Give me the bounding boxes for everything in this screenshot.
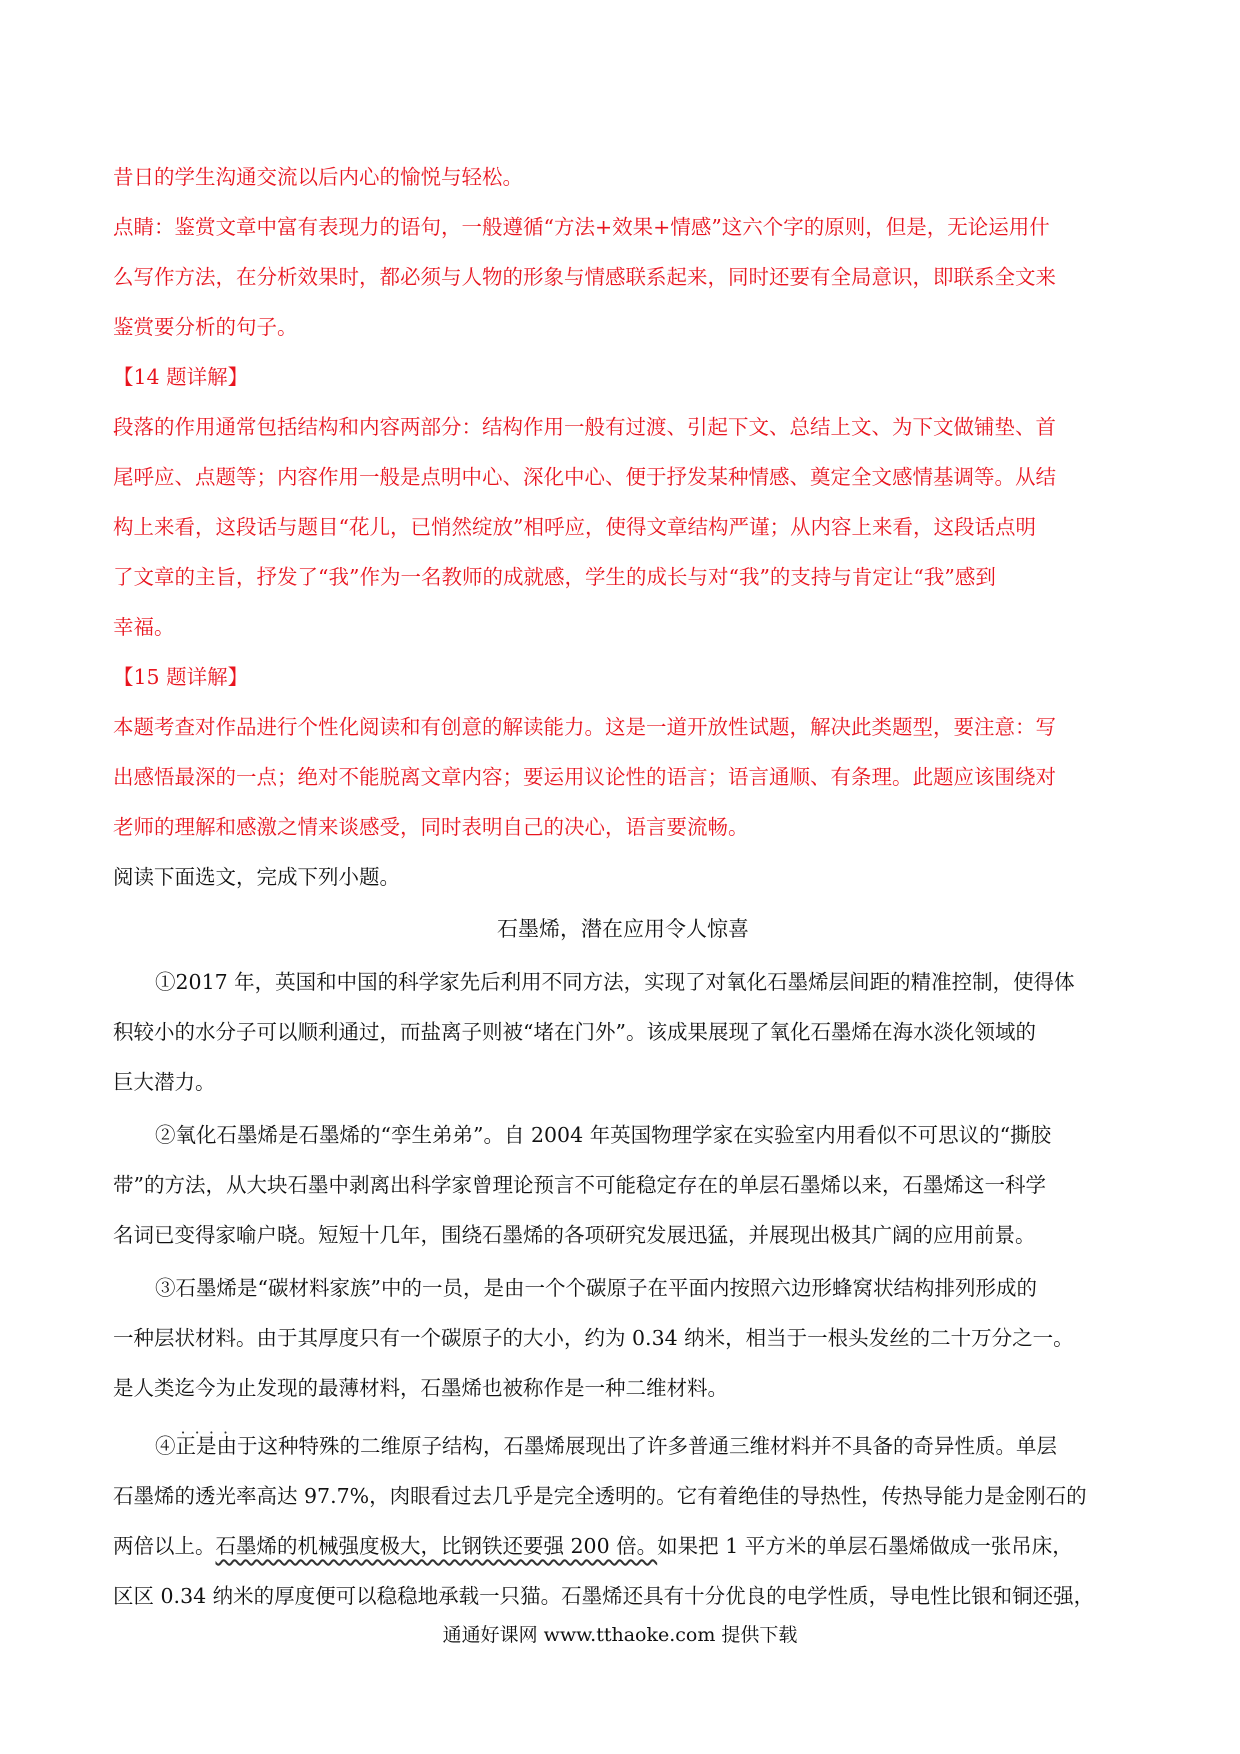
q14-heading: 【14 题详解】 <box>113 365 249 389</box>
page-content <box>113 152 1133 1621</box>
text-line: 构上来看，这段话与题目“花儿，已悄然绽放”相呼应，使得文章结构严谨；从内容上来看，这段话点明 <box>113 515 1036 539</box>
q15-heading: 【15 题详解】 <box>113 665 249 689</box>
text-line: ③石墨烯是“碳材料家族”中的一员，是由一个个碳原子在平面内按照六边形蜂窝状结构排列形成的 <box>155 1276 1037 1300</box>
text-line: 巨大潜力。 <box>113 1070 216 1094</box>
text-segment: 如果把 1 平方米的单层石墨烯做成一张吊床， <box>657 1534 1073 1558</box>
text-line: 鉴赏要分析的句子。 <box>113 315 298 339</box>
text-line: ④正是由于这种特殊的二维原子结构，石墨烯展现出了许多普通三维材料并不具备的奇异性质。单层 <box>155 1434 1057 1458</box>
q14-section <box>113 352 1133 652</box>
text-line: 积较小的水分子可以顺利通过，而盐离子则被“堵在门外”。该成果展现了氧化石墨烯在海水淡化领域的 <box>113 1020 1036 1044</box>
paragraph-4 <box>113 1421 1133 1621</box>
text-line: 石墨烯的透光率高达 97.7%，肉眼看过去几乎是完全透明的。它有着绝佳的导热性，传热导能力是金刚石的 <box>113 1484 1087 1508</box>
text-line: 尾呼应、点题等；内容作用一般是点明中心、深化中心、便于抒发某种情感、奠定全文感情基调等。从结 <box>113 465 1056 489</box>
text-line: 了文章的主旨，抒发了“我”作为一名教师的成就感，学生的成长与对“我”的支持与肯定让“我”感到 <box>113 565 996 589</box>
text-line: ①2017 年，英国和中国的科学家先后利用不同方法，实现了对氧化石墨烯层间距的精准控制，使得体 <box>155 970 1075 994</box>
text-line: 名词已变得家喻户晓。短短十几年，围绕石墨烯的各项研究发展迅猛，并展现出极其广阔的应用前景。 <box>113 1223 1036 1247</box>
text-line: 区区 0.34 纳米的厚度便可以稳稳地承载一只猫。石墨烯还具有十分优良的电学性质，导电性比银和铜还强， <box>113 1584 1095 1608</box>
text-segment: 发现的最薄材料，石墨烯也被称作是一种二维材料。 <box>256 1376 728 1400</box>
text-line: 老师的理解和感激之情来谈感受，同时表明自己的决心，语言要流畅。 <box>113 815 749 839</box>
text-line: ②氧化石墨烯是石墨烯的“孪生弟弟”。自 2004 年英国物理学家在实验室内用看似不可思议的“撕胶 <box>155 1123 1052 1147</box>
paragraph-1 <box>113 957 1133 1107</box>
text-segment: 是人类 <box>113 1376 175 1400</box>
emphasis-dotted-text: 迄今为止 · · · · <box>175 1376 257 1400</box>
article-title: 石墨烯，潜在应用令人惊喜 <box>497 917 749 941</box>
text-line <box>113 1521 1133 1571</box>
text-line: 段落的作用通常包括结构和内容两部分：结构作用一般有过渡、引起下文、总结上文、为下文做铺垫、首 <box>113 415 1056 439</box>
text-line: 昔日的学生沟通交流以后内心的愉悦与轻松。 <box>113 165 523 189</box>
text-line: 么写作方法，在分析效果时，都必须与人物的形象与情感联系起来，同时还要有全局意识，即联系全文来 <box>113 265 1056 289</box>
text-line: 带”的方法，从大块石墨中剥离出科学家曾理论预言不可能稳定存在的单层石墨烯以来，石墨烯这一科学 <box>113 1173 1046 1197</box>
q15-section <box>113 652 1133 852</box>
text-line: 本题考查对作品进行个性化阅读和有创意的解读能力。这是一道开放性试题，解决此类题型，要注意：写 <box>113 715 1056 739</box>
analysis-block <box>113 152 1133 352</box>
wavy-underlined-sentence: 石墨烯的机械强度极大，比钢铁还要强 200 倍。 <box>215 1534 658 1558</box>
page-footer: 通通好课网 www.tthaoke.com 提供下载 <box>442 1624 798 1646</box>
text-line: 一种层状材料。由于其厚度只有一个碳原子的大小，约为 0.34 纳米，相当于一根头发丝的二十万分之一。 <box>113 1326 1074 1350</box>
reading-instruction: 阅读下面选文，完成下列小题。 <box>113 865 400 889</box>
text-line: 点睛：鉴赏文章中富有表现力的语句，一般遵循“方法+效果+情感”这六个字的原则，但是，无论运用什 <box>113 215 1050 239</box>
text-segment: 两倍以上。 <box>113 1534 216 1558</box>
paragraph-3 <box>113 1263 1133 1413</box>
text-line <box>113 1363 1133 1413</box>
text-line: 幸福。 <box>113 615 175 639</box>
paragraph-2 <box>113 1110 1133 1260</box>
article <box>113 904 1133 1621</box>
text-line: 出感悟最深的一点；绝对不能脱离文章内容；要运用议论性的语言；语言通顺、有条理。此题应该围绕对 <box>113 765 1056 789</box>
